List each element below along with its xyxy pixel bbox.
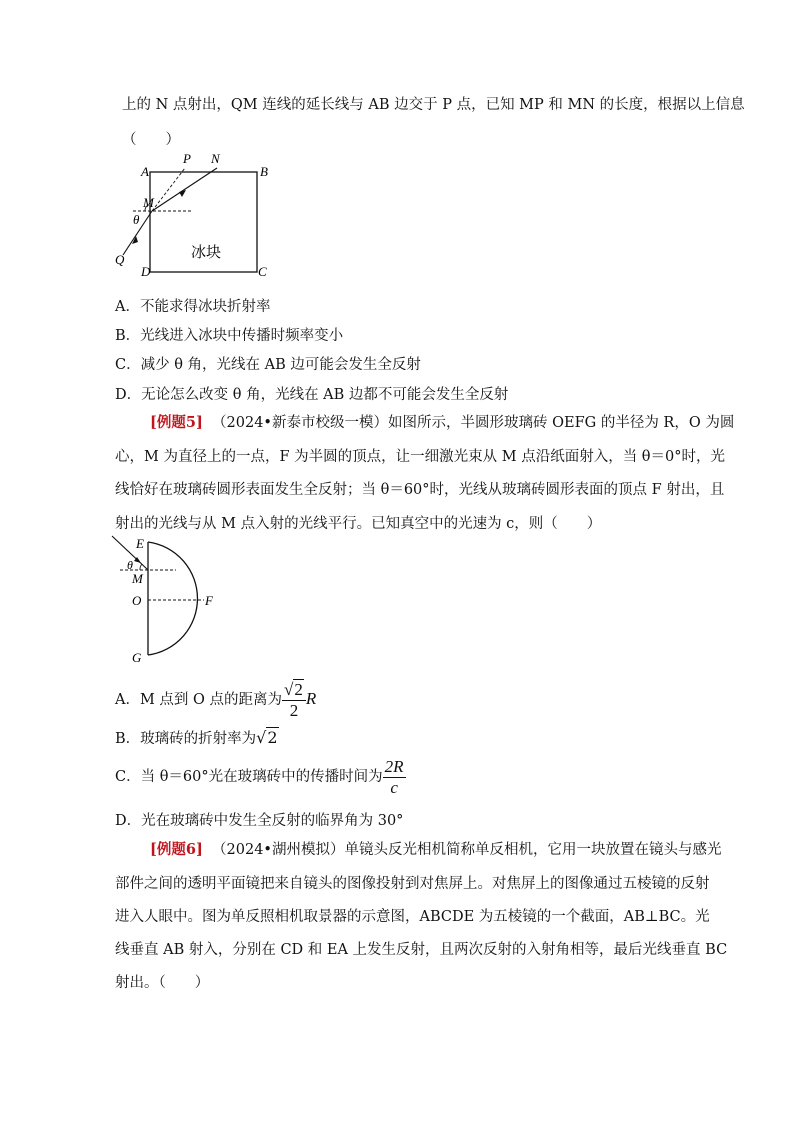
q5-option-c-den: c [390, 777, 398, 797]
label-theta: θ [133, 212, 140, 227]
sqrt-symbol-b: √ [256, 728, 267, 747]
label-M2: M [132, 571, 143, 586]
example6-tag: [例题6] [150, 841, 203, 858]
example5-line2: 心，M 为直径上的一点，F 为半圆的顶点，让一细激光束从 M 点沿纸面射入，当 θ＝0°时，光 [115, 449, 726, 465]
q4-option-a: A．不能求得冰块折射率 [115, 299, 271, 315]
example6-line4: 线垂直 AB 射入，分别在 CD 和 EA 上发生反射，且两次反射的入射角相等，最后光线垂直 BC [115, 942, 728, 958]
label-D: D [141, 264, 151, 279]
label-P: P [183, 151, 191, 166]
label-B: B [260, 164, 268, 179]
semicircle-arc [148, 542, 197, 655]
example6-line3: 进入人眼中。图为单反照相机取景器的示意图，ABCDE 为五棱镜的一个截面，AB⊥BC。光 [115, 909, 710, 925]
q4-option-b: B．光线进入冰块中传播时频率变小 [115, 328, 344, 344]
label-theta-2: θ [127, 558, 133, 572]
label-M: M [143, 195, 154, 210]
label-Q: Q [115, 252, 125, 267]
sqrt-symbol-a: √ [284, 679, 294, 699]
example5-line3: 线恰好在玻璃砖圆形表面发生全反射；当 θ＝60°时，光线从玻璃砖圆形表面的顶点 F 射出，且 [115, 482, 725, 498]
q5-option-a-text: A．M 点到 O 点的距离为 [115, 692, 283, 708]
example5-text1: （2024•新泰市校级一模）如图所示，半圆形玻璃砖 OEFG 的半径为 R，O 为圆 [212, 415, 735, 431]
example5-tag: [例题5] [150, 414, 203, 431]
q4-option-c: C．减少 θ 角，光线在 AB 边可能会发生全反射 [115, 357, 421, 373]
label-A: A [141, 164, 149, 179]
example6-line1 [150, 840, 721, 860]
q5-option-a-fraction [282, 680, 306, 721]
ice-block-figure [105, 150, 285, 285]
q5-option-a-den: 2 [289, 700, 299, 720]
q4-option-d: D．无论怎么改变 θ 角，光线在 AB 边都不可能会发生全反射 [115, 387, 509, 403]
question4-stem-line1: 上的 N 点射出，QM 连线的延长线与 AB 边交于 P 点，已知 MP 和 MN 的长度，根据以上信息 [122, 97, 745, 113]
q5-option-b-root: 2 [267, 728, 278, 747]
label-O: O [132, 593, 142, 608]
example5-line1 [150, 413, 734, 433]
label-E: E [136, 536, 144, 551]
q5-option-c-num: 2R [384, 756, 404, 776]
q5-option-c-fraction [383, 757, 406, 798]
ice-block-caption: 冰块 [191, 243, 222, 261]
example6-line5: 射出。（ ） [115, 975, 210, 991]
question4-answer-bracket: （ ） [122, 132, 180, 148]
theta-arc-2 [140, 564, 142, 570]
refracted-ray [152, 168, 217, 211]
q5-option-a [115, 677, 316, 722]
q5-option-a-root: 2 [294, 679, 303, 699]
qm-extension-line [152, 168, 185, 211]
example5-line4: 射出的光线与从 M 点入射的光线平行。已知真空中的光速为 c，则（ ） [115, 516, 602, 532]
example6-line2: 部件之间的透明平面镜把来自镜头的图像投射到对焦屏上。对焦屏上的图像通过五棱镜的反射 [115, 876, 710, 892]
example6-text1: （2024•湖州模拟）单镜头反光相机简称单反相机，它用一块放置在镜头与感光 [212, 842, 722, 858]
label-N: N [211, 151, 220, 166]
q5-option-b-text: B．玻璃砖的折射率为 [115, 731, 257, 747]
refracted-arrow [179, 190, 186, 197]
q5-option-b [115, 728, 279, 749]
q5-option-a-var: R [305, 689, 317, 708]
q5-option-c-text: C．当 θ＝60°光在玻璃砖中的传播时间为 [115, 769, 383, 785]
label-C: C [258, 264, 267, 279]
q5-option-d: D．光在玻璃砖中发生全反射的临界角为 30° [115, 813, 404, 829]
q5-option-c [115, 755, 406, 799]
label-G: G [132, 650, 142, 665]
label-F: F [205, 593, 213, 608]
semicircle-glass-figure [108, 533, 238, 668]
